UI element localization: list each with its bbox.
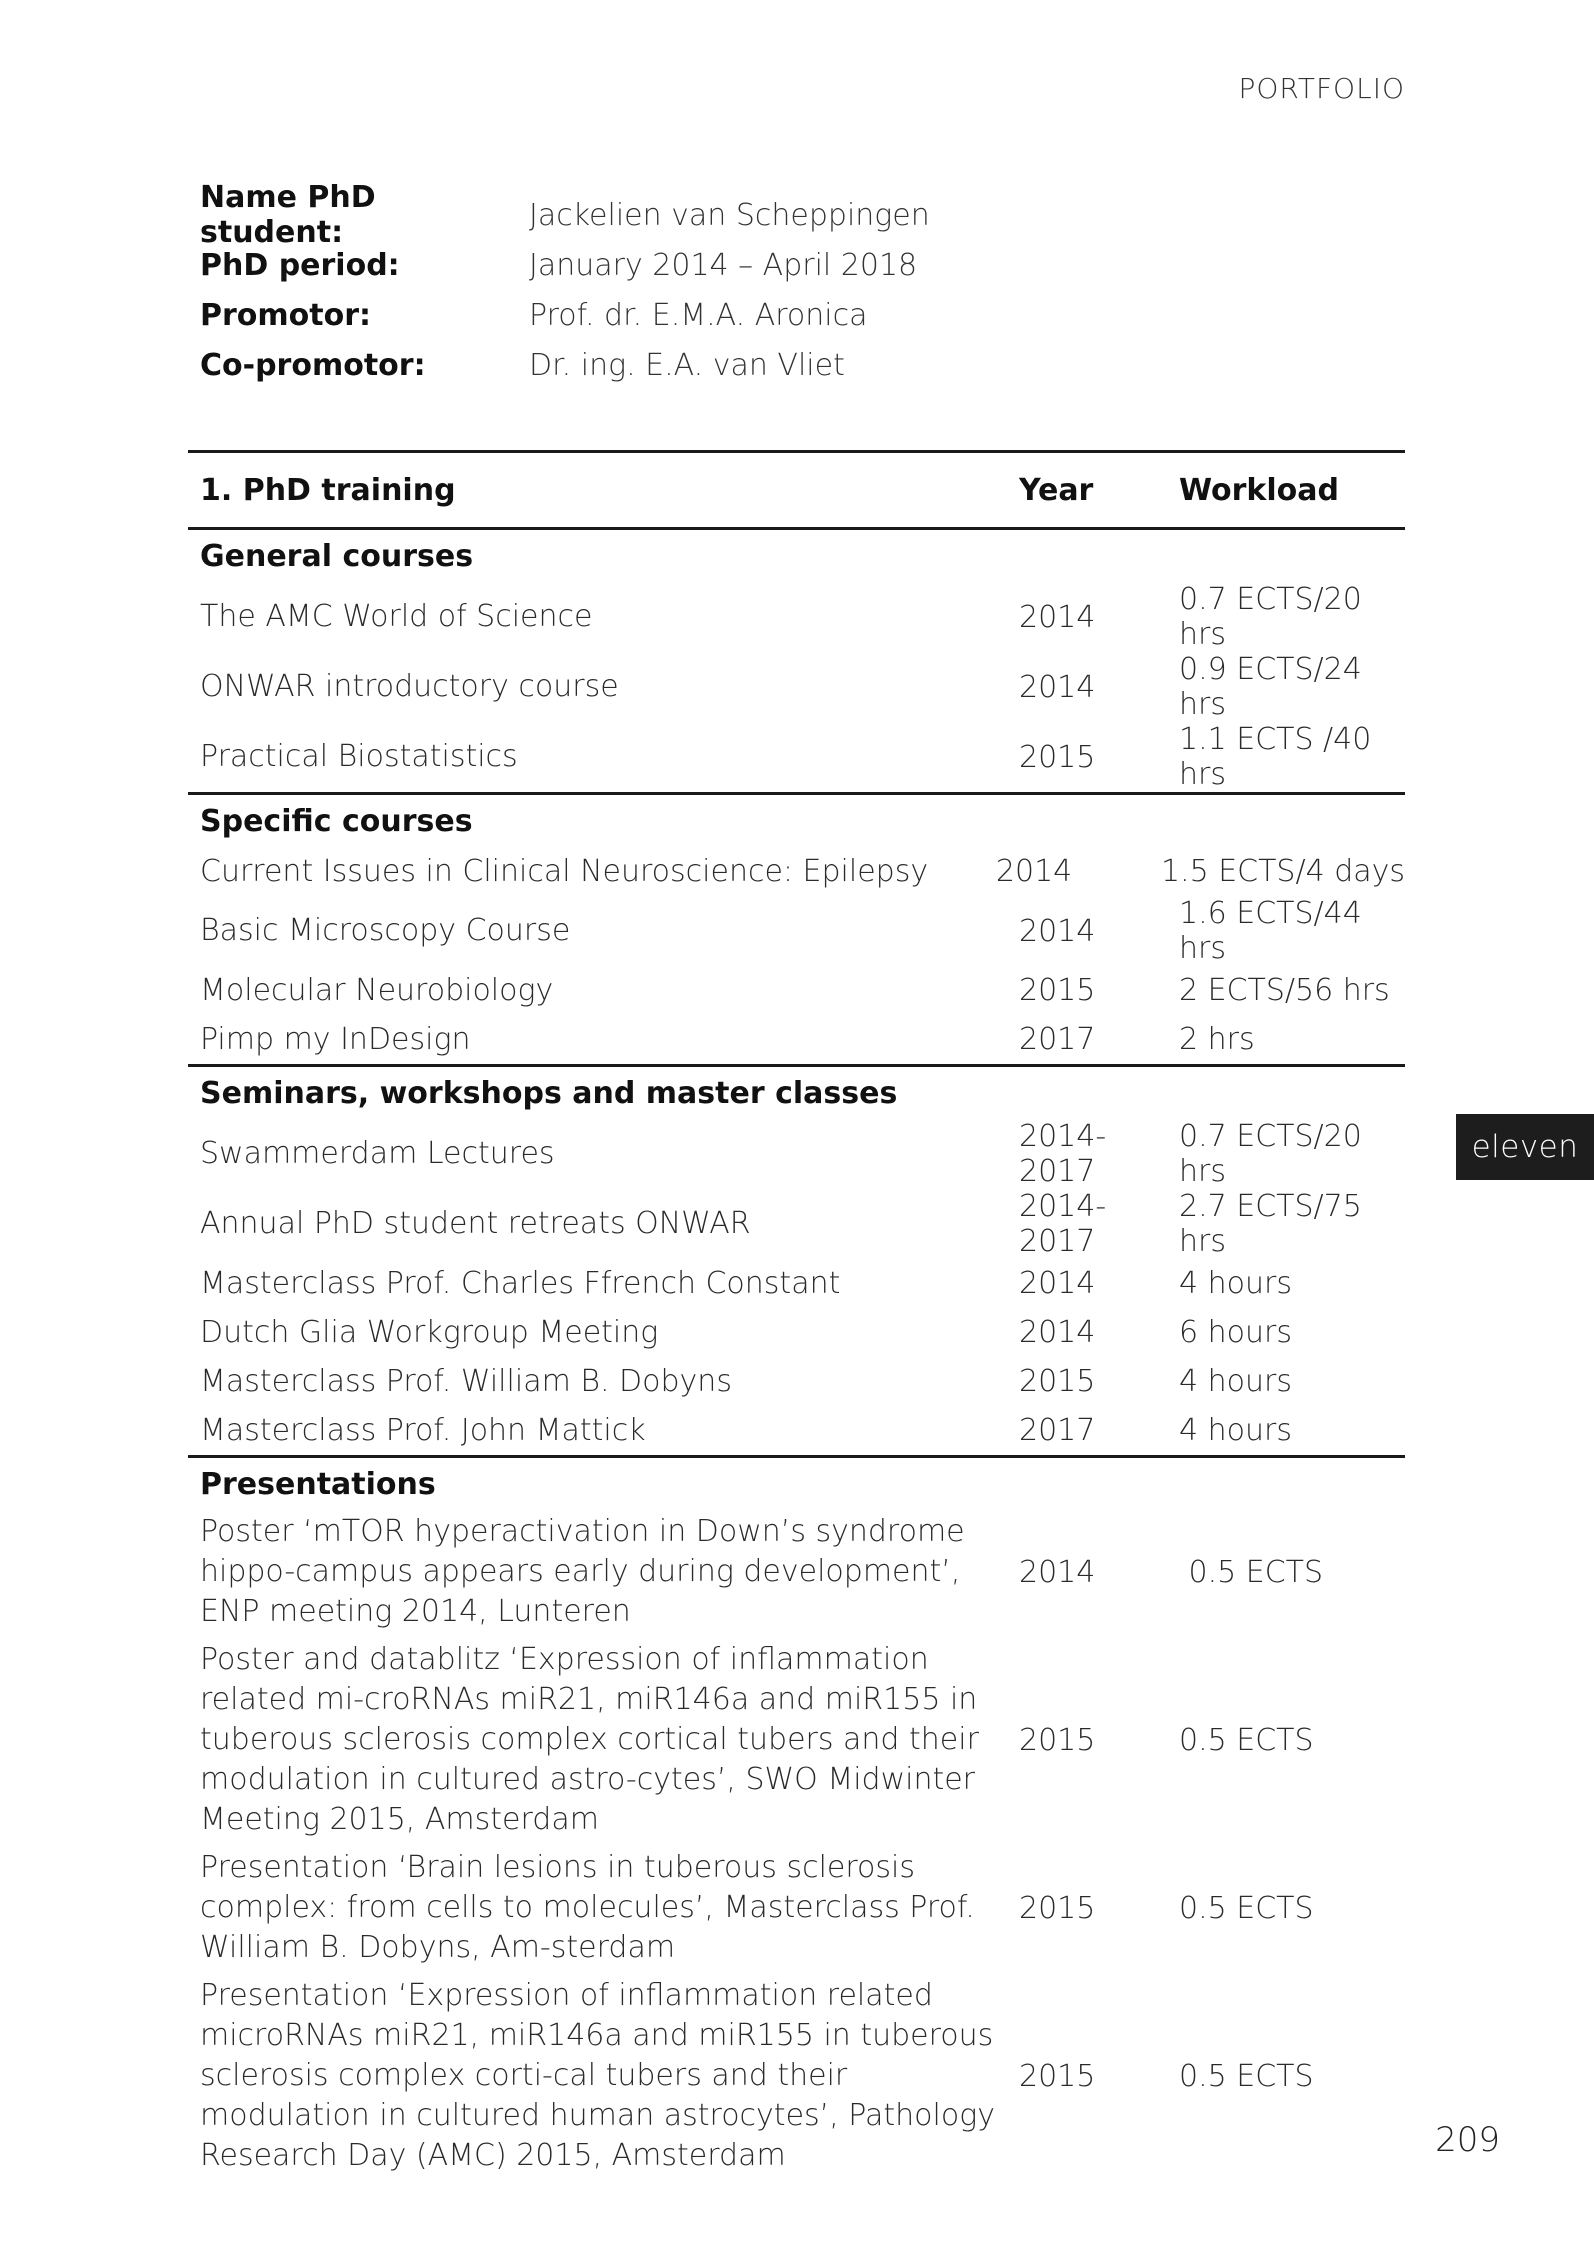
cell-item: Presentation ‘Brain lesions in tuberous sclerosis complex: from cells to molecules’, Masterclass Prof. William B. Dobyns, Am-sterdam <box>200 1850 975 1965</box>
table-row <box>188 722 1405 792</box>
table-row <box>188 896 1405 966</box>
info-value: Jackelien van Scheppingen <box>529 197 930 233</box>
info-value: Dr. ing. E.A. van Vliet <box>529 347 845 383</box>
cell-item: Poster ‘mTOR hyperactivation in Down’s syndrome hippo-campus appears early during development’, ENP meeting 2014, Lunteren <box>200 1514 965 1629</box>
cell-workload: 1.5 ECTS/4 days <box>1151 854 1405 889</box>
cell-item: Poster and datablitz ‘Expression of inflammation related mi-croRNAs miR21, miR146a and miR155 in tuberous sclerosis complex cortical tubers and their modulation in cultured astro-cytes’, SWO Midwinter Meeting 2015, Amsterdam <box>200 1642 979 1837</box>
table-row <box>188 966 1405 1015</box>
table-row <box>188 1638 1405 1846</box>
cell-item: Basic Microscopy Course <box>200 913 571 948</box>
cell-year: 2014 <box>1019 1554 1096 1590</box>
cell-item: Pimp my InDesign <box>200 1021 471 1057</box>
cell-year: 2015 <box>1019 1890 1096 1926</box>
cell-year: 2015 <box>1019 973 1096 1008</box>
table-row <box>188 652 1405 722</box>
cell-year: 2017 <box>1019 1413 1096 1448</box>
section-title: Presentations <box>200 1466 436 1502</box>
running-header: PORTFOLIO <box>1238 72 1405 105</box>
table-row <box>188 1974 1405 2182</box>
cell-workload: 0.5 ECTS <box>1179 1554 1324 1590</box>
table-row <box>188 1308 1405 1357</box>
cell-workload: 1.1 ECTS /40 hrs <box>1179 722 1372 792</box>
cell-year: 2014 <box>1019 599 1096 635</box>
cell-year: 2017 <box>1019 1022 1096 1057</box>
cell-workload: 2 ECTS/56 hrs <box>1179 973 1390 1008</box>
section-seminars <box>188 1067 1405 1458</box>
table-row <box>188 1846 1405 1974</box>
cell-year: 2014 <box>995 854 1073 889</box>
table-row <box>188 1259 1405 1308</box>
table-row <box>188 582 1405 652</box>
cell-item: Dutch Glia Workgroup Meeting <box>200 1314 659 1350</box>
cell-item: Presentation ‘Expression of inflammation related microRNAs miR21, miR146a and miR155 in tuberous sclerosis complex corti-cal tubers and their modulation in cultured human astrocytes’, Pathology Research Day (AMC) 2015, Amsterdam <box>200 1978 995 2173</box>
info-row-name <box>200 180 1100 250</box>
cell-workload: 0.5 ECTS <box>1179 2058 1314 2094</box>
section-presentations <box>188 1458 1405 2182</box>
cell-item: Masterclass Prof. William B. Dobyns <box>200 1363 732 1399</box>
cell-item: Molecular Neurobiology <box>200 972 554 1008</box>
cell-year: 2014 <box>1019 1266 1096 1301</box>
section-title: General courses <box>200 538 474 574</box>
cell-workload: 6 hours <box>1179 1315 1292 1350</box>
table-row <box>188 1510 1405 1638</box>
info-label: PhD period: <box>200 247 400 283</box>
cell-workload: 0.5 ECTS <box>1179 1890 1314 1926</box>
cell-year: 2015 <box>1019 1364 1096 1399</box>
info-label: Promotor: <box>200 297 372 333</box>
header-item: 1. PhD training <box>200 472 456 508</box>
cell-year: 2015 <box>1019 2058 1096 2094</box>
cell-item: Swammerdam Lectures <box>200 1136 555 1171</box>
cell-workload: 2.7 ECTS/75 hrs <box>1179 1189 1362 1259</box>
cell-item: Masterclass Prof. Charles Ffrench Constant <box>200 1265 841 1301</box>
cell-workload: 4 hours <box>1179 1364 1292 1399</box>
info-row-period <box>200 240 1100 290</box>
info-value: January 2014 – April 2018 <box>529 247 918 283</box>
table-row <box>188 1357 1405 1406</box>
cell-item: Masterclass Prof. John Mattick <box>200 1412 646 1448</box>
section-specific-courses <box>188 795 1405 1067</box>
cell-year: 2014 <box>1019 1315 1096 1350</box>
student-info <box>200 180 1100 390</box>
table-row <box>188 847 1405 896</box>
section-title: Seminars, workshops and master classes <box>200 1075 898 1111</box>
table-row <box>188 1406 1405 1455</box>
cell-year: 2015 <box>1019 1722 1096 1758</box>
info-value: Prof. dr. E.M.A. Aronica <box>529 297 868 333</box>
cell-workload: 0.7 ECTS/20 hrs <box>1179 1119 1362 1189</box>
cell-item: The AMC World of Science <box>200 599 593 634</box>
table-row <box>188 1189 1405 1259</box>
info-row-copromotor <box>200 340 1100 390</box>
info-label: Co-promotor: <box>200 347 426 383</box>
cell-item: Annual PhD student retreats ONWAR <box>200 1206 751 1241</box>
cell-workload: 2 hrs <box>1179 1022 1255 1057</box>
info-label: Name PhD student: <box>200 180 376 250</box>
cell-year: 2014-2017 <box>1019 1189 1107 1259</box>
cell-workload: 1.6 ECTS/44 hrs <box>1179 896 1362 966</box>
cell-item: Current Issues in Clinical Neuroscience: Epilepsy <box>200 853 929 889</box>
cell-item: ONWAR introductory course <box>200 669 619 704</box>
chapter-tab: eleven <box>1456 1114 1594 1180</box>
cell-year: 2015 <box>1019 739 1096 775</box>
header-year: Year <box>1019 472 1094 508</box>
header-workload: Workload <box>1179 472 1339 508</box>
table-row <box>188 1119 1405 1189</box>
section-general-courses <box>188 530 1405 795</box>
cell-item: Practical Biostatistics <box>200 739 518 774</box>
section-title: Specific courses <box>200 803 473 839</box>
cell-workload: 0.7 ECTS/20 hrs <box>1179 582 1362 652</box>
table-row <box>188 1015 1405 1064</box>
table-header <box>188 450 1405 530</box>
cell-workload: 4 hours <box>1179 1413 1292 1448</box>
cell-workload: 0.5 ECTS <box>1179 1722 1314 1758</box>
cell-workload: 4 hours <box>1179 1266 1292 1301</box>
page-number: 209 <box>1435 2120 1500 2160</box>
info-row-promotor <box>200 290 1100 340</box>
cell-workload: 0.9 ECTS/24 hrs <box>1179 652 1362 722</box>
training-table <box>188 450 1405 2182</box>
cell-year: 2014 <box>1019 913 1096 949</box>
cell-year: 2014-2017 <box>1019 1119 1107 1189</box>
cell-year: 2014 <box>1019 669 1096 705</box>
